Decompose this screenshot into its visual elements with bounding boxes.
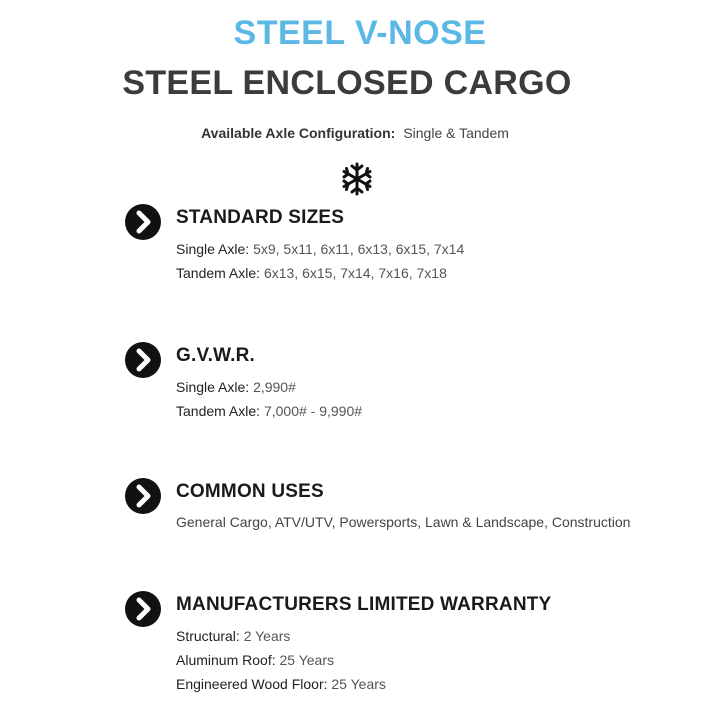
detail-key: Single Axle:: [176, 241, 250, 257]
product-subtitle: STEEL V-NOSE: [233, 14, 487, 52]
detail-line: [176, 403, 362, 419]
section-heading: G.V.W.R.: [176, 345, 256, 366]
detail-value: 2 Years: [243, 628, 291, 644]
detail-value: General Cargo, ATV/UTV, Powersports, Lawn & Landscape, Construction: [176, 514, 631, 530]
detail-value: 2,990#: [253, 379, 296, 395]
detail-key: Aluminum Roof:: [176, 652, 276, 668]
detail-value: 25 Years: [331, 676, 386, 692]
detail-value: 25 Years: [279, 652, 334, 668]
section-standard-sizes: [124, 203, 704, 287]
snowflake-icon: [340, 162, 374, 196]
axle-configuration-label: Available Axle Configuration:: [201, 125, 396, 141]
section-common-uses: [124, 477, 704, 537]
detail-key: Single Axle:: [176, 379, 250, 395]
detail-key: Tandem Axle:: [176, 265, 261, 281]
detail-key: Tandem Axle:: [176, 403, 261, 419]
detail-value: 5x9, 5x11, 6x11, 6x13, 6x15, 7x14: [253, 241, 465, 257]
chevron-right-circle-icon: [124, 477, 162, 515]
detail-line: [176, 241, 464, 257]
chevron-right-circle-icon: [124, 203, 162, 241]
section-heading: STANDARD SIZES: [176, 207, 345, 228]
detail-line: [176, 652, 334, 668]
section-heading: MANUFACTURERS LIMITED WARRANTY: [176, 594, 552, 615]
section-heading: COMMON USES: [176, 481, 324, 502]
detail-line: [176, 628, 290, 644]
chevron-right-circle-icon: [124, 590, 162, 628]
detail-key: Structural:: [176, 628, 240, 644]
axle-configuration-value: Single & Tandem: [403, 125, 509, 141]
page-title: STEEL ENCLOSED CARGO: [122, 64, 572, 102]
detail-line: [176, 676, 386, 692]
chevron-right-circle-icon: [124, 341, 162, 379]
detail-value: 6x13, 6x15, 7x14, 7x16, 7x18: [263, 265, 447, 281]
axle-configuration: [0, 125, 710, 141]
detail-key: Engineered Wood Floor:: [176, 676, 328, 692]
detail-line: [176, 265, 447, 281]
section-gvwr: [124, 341, 704, 425]
detail-value: 7,000# - 9,990#: [263, 403, 363, 419]
detail-line: [176, 379, 296, 395]
detail-line: [176, 514, 630, 530]
section-warranty: [124, 590, 704, 700]
